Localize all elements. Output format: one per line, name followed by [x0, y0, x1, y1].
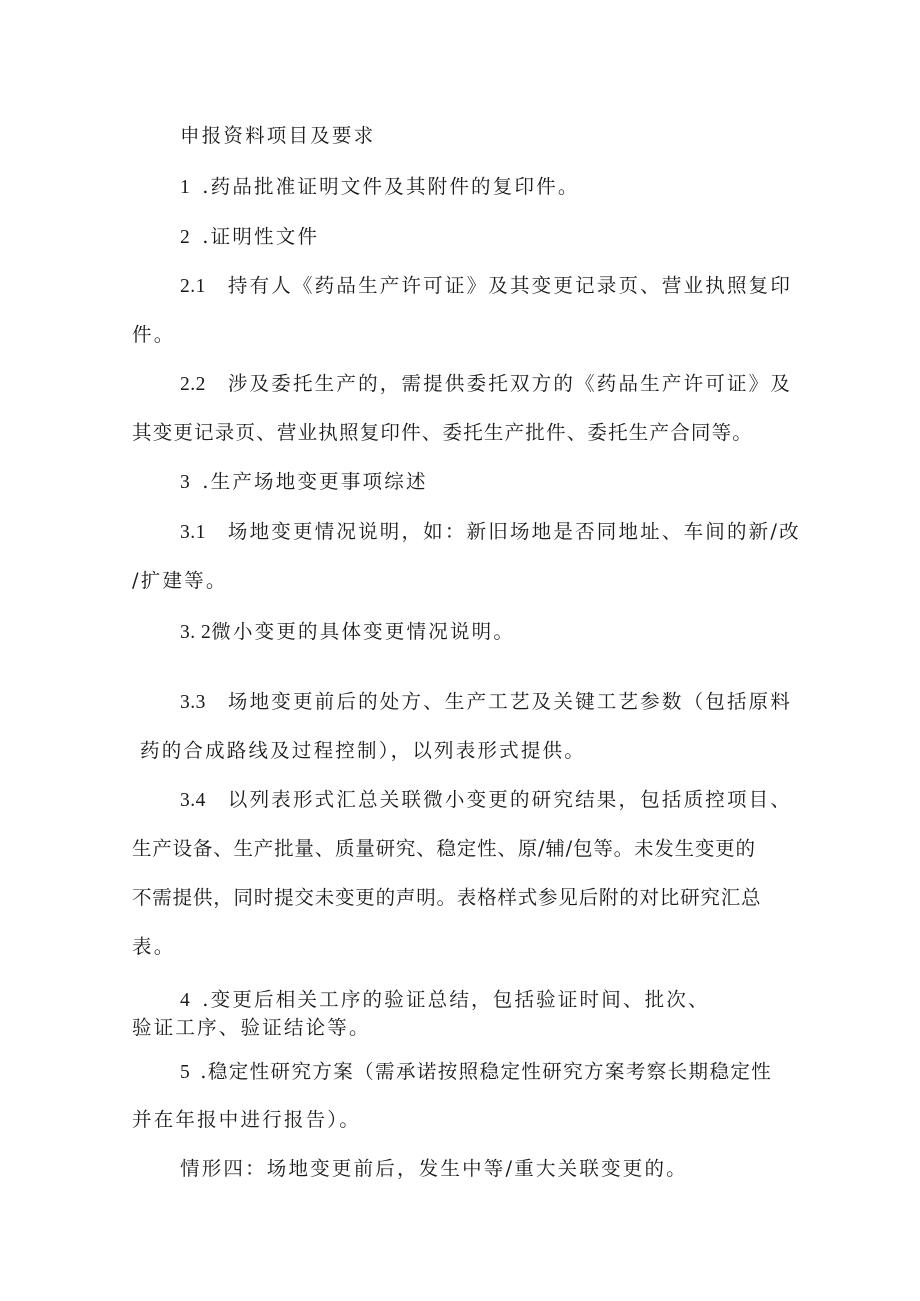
item-number: 1 [180, 177, 191, 198]
item-number: 3.4 [180, 790, 206, 811]
item-3-1-line-1 [180, 520, 801, 545]
item-2-2-line-2: 其变更记录页、营业执照复印件、委托生产批件、委托生产合同等。 [132, 421, 754, 444]
item-text: .证明性文件 [202, 225, 320, 248]
item-number: 5 [180, 1062, 191, 1083]
item-2-2-line-1 [180, 372, 792, 397]
item-3-2 [180, 620, 515, 645]
item-text: 微小变更的具体变更情况说明。 [211, 620, 516, 643]
item-number: 2 [180, 227, 191, 248]
item-number: 3 [180, 472, 191, 493]
item-3-4-line-3: 不需提供，同时提交未变更的声明。表格样式参见后附的对比研究汇总 [132, 886, 762, 909]
item-text: .生产场地变更事项综述 [202, 470, 428, 493]
item-number: 2.1 [180, 276, 206, 297]
item-1 [180, 175, 580, 200]
item-text: .药品批准证明文件及其附件的复印件。 [202, 175, 580, 198]
item-5-line-1 [180, 1060, 772, 1085]
item-4-line-2: 验证工序、验证结论等。 [132, 1016, 371, 1039]
item-3-4-line-2: 生产设备、生产批量、质量研究、稳定性、原/辅/包等。未发生变更的 [132, 837, 756, 860]
item-number: 3.3 [180, 692, 206, 713]
item-number: 3. 2 [180, 622, 212, 643]
item-text: 场地变更情况说明，如：新旧场地是否同地址、车间的新/改 [227, 520, 801, 543]
item-text: 以列表形式汇总关联微小变更的研究结果，包括质控项目、 [227, 788, 793, 811]
item-3 [180, 470, 428, 495]
item-3-3-line-1 [180, 690, 792, 715]
item-text: 场地变更前后的处方、生产工艺及关键工艺参数（包括原料 [227, 690, 793, 713]
item-3-4-line-1 [180, 788, 792, 813]
item-text: .稳定性研究方案（需承诺按照稳定性研究方案考察长期稳定性 [200, 1060, 773, 1083]
item-number: 4 [180, 990, 191, 1011]
item-3-3-line-2: 药的合成路线及过程控制），以列表形式提供。 [140, 739, 586, 762]
closing-line: 情形四：场地变更前后，发生中等/重大关联变更的。 [180, 1157, 688, 1180]
item-2 [180, 225, 319, 250]
item-3-4-line-4: 表。 [132, 935, 176, 958]
item-number: 2.2 [180, 374, 206, 395]
item-text: 涉及委托生产的，需提供委托双方的《药品生产许可证》及 [227, 372, 793, 395]
item-3-1-line-2: /扩建等。 [132, 569, 228, 592]
item-5-line-2: 并在年报中进行报告）。 [132, 1108, 361, 1131]
item-number: 3.1 [180, 522, 206, 543]
item-text: .变更后相关工序的验证总结，包括验证时间、批次、 [202, 988, 710, 1011]
item-2-1-line-2: 件。 [132, 323, 176, 346]
item-text: 持有人《药品生产许可证》及其变更记录页、营业执照复印 [227, 274, 793, 297]
item-2-1-line-1 [180, 274, 792, 299]
item-4-line-1 [180, 988, 710, 1013]
document-heading: 申报资料项目及要求 [180, 124, 376, 147]
